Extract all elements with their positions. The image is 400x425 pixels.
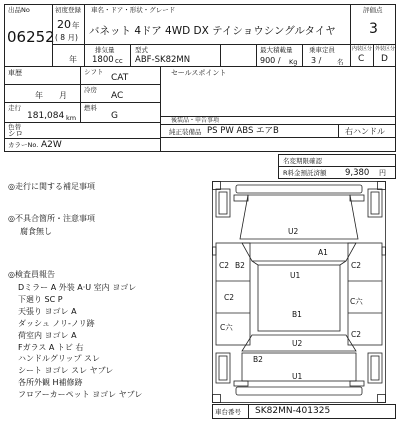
capacity-value: 3 /	[311, 56, 322, 65]
model-label: 型式	[135, 46, 148, 54]
lot-cell	[4, 4, 53, 67]
interior-grade-cell	[350, 44, 374, 67]
windshield	[242, 243, 356, 261]
color-label: 色替	[8, 123, 21, 131]
damage-mark: C2	[351, 261, 362, 270]
name-change-label: 名変期限確認	[283, 157, 322, 165]
steering-cell	[338, 124, 396, 138]
damage-mark: C2	[224, 293, 235, 302]
capacity-cell	[302, 44, 351, 67]
oem-equipment-cell	[160, 124, 339, 138]
defect-notes-title: ◎不具合箇所・注意事項	[8, 214, 95, 223]
inspector-line: 下廻り SC P	[18, 294, 63, 304]
max-load-cell	[256, 44, 303, 67]
right-mirror	[382, 247, 386, 255]
corner-mark	[378, 395, 386, 403]
sales-point-cell	[160, 66, 396, 117]
displacement-unit: cc	[115, 57, 123, 65]
chassis-number-cell	[248, 404, 396, 419]
pillar-line	[252, 261, 258, 265]
inspector-line: Fガラス A トビ 右	[18, 342, 84, 352]
recycle-fee-value: 9,380	[345, 168, 370, 178]
fuel-value: G	[111, 111, 118, 121]
score-label: 評価点	[363, 6, 383, 14]
model-value: ABF-SK82MN	[135, 55, 191, 65]
rear-right-wheel-inner	[371, 356, 379, 380]
damage-mark: C2	[351, 330, 362, 339]
max-load-value: 900 /	[260, 56, 281, 65]
capacity-unit: 名	[337, 58, 344, 66]
mileage-label: 走行	[8, 104, 21, 112]
inspector-line: Dミラー A 外装 A·U 室内 ヨゴレ	[18, 283, 137, 292]
left-tail-light	[234, 381, 248, 386]
corner-mark	[213, 182, 221, 190]
color-number-cell	[4, 138, 161, 152]
cooling-label: 冷房	[84, 86, 97, 94]
damage-mark: U2	[292, 339, 303, 348]
inspector-line: 各所外観 H補修跡	[18, 378, 83, 388]
score-cell	[350, 4, 396, 45]
displacement-value: 1800	[92, 55, 114, 65]
year-value: 年	[69, 55, 77, 64]
aftermarket-label: 後装品・申告事項	[171, 117, 220, 124]
mileage-unit: km	[66, 114, 77, 122]
corner-mark	[213, 395, 221, 403]
damage-mark: U1	[290, 271, 301, 280]
damage-mark: U2	[288, 227, 299, 236]
cooling-cell	[80, 84, 161, 103]
inspector-report-lines	[18, 282, 208, 401]
inspector-report-title: ◎検査員報告	[8, 270, 55, 279]
damage-mark: B1	[292, 310, 302, 319]
lot-number: 06252	[7, 28, 55, 46]
fuel-label: 燃料	[84, 104, 97, 112]
lot-label: 出品No	[8, 6, 30, 14]
damage-mark: B2	[235, 261, 245, 270]
front-right-wheel-inner	[371, 192, 379, 214]
chassis-label: 車台番号	[215, 408, 241, 416]
color-cell	[4, 122, 161, 139]
color-number-value: A2W	[41, 140, 62, 150]
chassis-label-cell	[212, 404, 249, 419]
inspection-cell	[4, 84, 81, 103]
front-right-wheel	[368, 189, 382, 217]
inspector-line: 天張り ヨゴレ A	[18, 306, 77, 316]
max-load-unit: Kg	[289, 58, 298, 66]
history-cell	[4, 66, 81, 85]
cooling-value: AC	[111, 91, 124, 101]
front-bumper	[236, 185, 362, 193]
registration-year-unit: 年	[72, 21, 80, 30]
left-mirror	[213, 247, 217, 255]
car-name: バネット 4ドア 4WD DX テイショウシングルタイヤ	[89, 25, 336, 37]
left-headlight	[234, 195, 248, 201]
recycle-fee-label: R料金預託済額	[283, 169, 327, 177]
capacity-label: 乗車定員	[309, 46, 335, 54]
displacement-cell	[84, 44, 131, 67]
year-cell	[52, 44, 85, 67]
damage-mark: C2	[219, 261, 230, 270]
history-label: 車歴	[8, 69, 22, 77]
recycle-fee-cell	[278, 166, 396, 179]
inspector-line: ハンドルグリップ スレ	[18, 354, 101, 364]
oem-equipment-value: PS PW ABS エアB	[207, 126, 279, 136]
damage-mark: A1	[318, 248, 328, 257]
score-value: 3	[369, 21, 378, 37]
model-cell	[130, 44, 221, 67]
extra-cell	[160, 137, 396, 152]
rear-bumper	[236, 387, 362, 395]
inspection-value: 年 月	[35, 91, 67, 100]
displacement-label: 排気量	[95, 46, 115, 54]
car-name-cell	[84, 4, 351, 45]
driving-notes-title: ◎走行に関する補足事項	[8, 182, 95, 191]
shift-label: シフト	[84, 68, 104, 76]
recycle-fee-unit: 円	[379, 169, 386, 177]
max-load-label: 最大積載量	[260, 46, 293, 54]
damage-diagram	[212, 181, 386, 403]
damage-mark: C六	[220, 323, 233, 332]
steering-value: 右ハンドル	[345, 127, 385, 136]
chassis-number: SK82MN-401325	[255, 406, 331, 416]
fuel-cell	[80, 102, 161, 123]
registration-month: ( 8 月)	[55, 33, 78, 42]
color-number-label: カラーNo.	[8, 141, 39, 149]
exterior-grade: D	[381, 54, 388, 64]
exterior-grade-cell	[373, 44, 396, 67]
front-left-wheel	[216, 189, 230, 217]
inspector-line: ダッシュ ノリ-ノリ跡	[18, 318, 95, 328]
color-value: シロ	[8, 129, 23, 138]
interior-grade: C	[358, 54, 365, 64]
diagram-frame	[213, 182, 386, 403]
rear-left-wheel	[216, 353, 230, 383]
damage-mark: B2	[253, 355, 263, 364]
damage-mark: U1	[292, 372, 303, 381]
shift-value: CAT	[111, 73, 129, 83]
blank-cell	[220, 44, 257, 67]
inspector-line: シート ヨゴレ スレ ヤブレ	[18, 366, 114, 376]
corner-mark	[378, 182, 386, 190]
inspector-line: フロアーカーペット ヨゴレ ヤブレ	[18, 390, 143, 400]
mileage-value: 181,084	[27, 111, 65, 121]
mileage-cell	[4, 102, 81, 123]
pillar-line	[340, 261, 346, 265]
right-tail-light	[350, 381, 364, 386]
damage-mark: C六	[350, 297, 363, 306]
car-name-label: 車名・ドア・形状・グレード	[91, 6, 176, 14]
interior-grade-label: 内装区分	[352, 46, 373, 52]
defect-note-line: 腐食無し	[20, 227, 52, 236]
front-left-wheel-inner	[219, 192, 227, 214]
hood-panel	[240, 195, 358, 239]
registration-cell	[52, 4, 85, 45]
sales-point-label: セールスポイント	[171, 69, 227, 77]
rear-left-wheel-inner	[219, 356, 227, 380]
rear-right-wheel	[368, 353, 382, 383]
right-headlight	[350, 195, 364, 201]
registration-year: 20	[57, 18, 71, 31]
shift-cell	[80, 66, 161, 85]
exterior-grade-label: 外装区分	[375, 46, 396, 52]
registration-label: 初度登録	[55, 6, 81, 14]
oem-equipment-label: 純正装備品	[169, 128, 202, 136]
inspector-line: 荷室内 ヨゴレ A	[18, 330, 77, 340]
